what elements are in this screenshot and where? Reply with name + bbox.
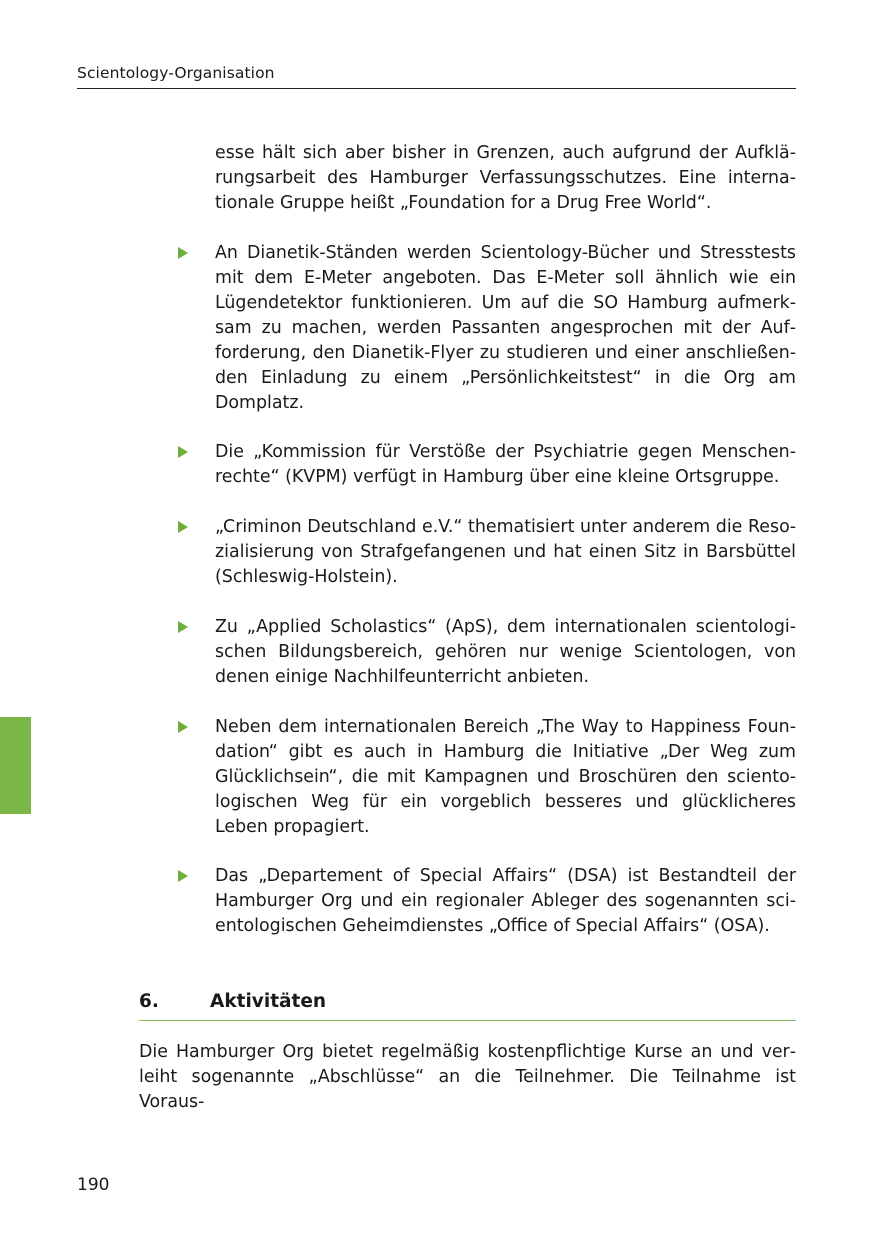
bullet-arrow-icon bbox=[178, 621, 188, 633]
bullet-arrow-icon bbox=[178, 446, 188, 458]
section-number: 6. bbox=[139, 991, 159, 1012]
section-heading bbox=[139, 989, 796, 1014]
bullet-arrow-icon bbox=[178, 247, 188, 259]
bullet-arrow-icon bbox=[178, 721, 188, 733]
bullet-item: Zu „Applied Scholastics“ (ApS), dem internationalen scientologischen Bildungsbereich, gehören nur wenige Scientologen, von denen einige Nachhilfeunterricht anbieten. bbox=[215, 617, 796, 687]
bullet-arrow-icon bbox=[178, 521, 188, 533]
section-rule bbox=[139, 1020, 796, 1021]
chapter-side-tab bbox=[0, 717, 31, 814]
bullet-item: An Dianetik-Ständen werden Scientology-Bücher und Stresstests mit dem E-Meter angeboten. Das E-Meter soll ähnlich wie ein Lügendetektor funktionieren. Um auf die SO Hamburg aufmerksam zu machen, werden Passanten angesprochen mit der Aufforderung, den Dianetik-Flyer zu studieren und einer anschließenden Einladung zu einem „Persönlichkeitstest“ in die Org am Domplatz. bbox=[215, 243, 796, 413]
bullet-item: „Criminon Deutschland e.V.“ thematisiert unter anderem die Resozialisierung von Strafgefangenen und hat einen Sitz in Barsbüttel (Schleswig-Holstein). bbox=[215, 517, 796, 587]
bullet-item: Die „Kommission für Verstöße der Psychiatrie gegen Menschenrechte“ (KVPM) verfügt in Hamburg über eine kleine Ortsgruppe. bbox=[215, 442, 796, 487]
page-number: 190 bbox=[77, 1175, 110, 1195]
section-title: Aktivitäten bbox=[210, 991, 327, 1012]
continuation-paragraph: esse hält sich aber bisher in Grenzen, auch aufgrund der Aufklärungsarbeit des Hamburger Verfassungsschutzes. Eine internationale Gruppe heißt „Foundation for a Drug Free World“. bbox=[215, 143, 796, 213]
section-intro-paragraph: Die Hamburger Org bietet regelmäßig kostenpflichtige Kurse an und verleiht sogenannte „Abschlüsse“ an die Teilnehmer. Die Teilnahme ist Voraus- bbox=[139, 1042, 796, 1112]
bullet-item: Das „Departement of Special Affairs“ (DSA) ist Bestandteil der Hamburger Org und ein regionaler Ableger des sogenannten scientologischen Geheimdienstes „Office of Special Affairs“ (OSA). bbox=[215, 866, 796, 936]
header-rule bbox=[77, 88, 796, 89]
bullet-arrow-icon bbox=[178, 870, 188, 882]
bullet-item: Neben dem internationalen Bereich „The Way to Happiness Foundation“ gibt es auch in Hamburg die Initiative „Der Weg zum Glücklichsein“, die mit Kampagnen und Broschüren den scientologischen Weg für ein vorgeblich besseres und glücklicheres Leben propagiert. bbox=[215, 717, 796, 837]
running-header: Scientology-Organisation bbox=[77, 64, 275, 82]
